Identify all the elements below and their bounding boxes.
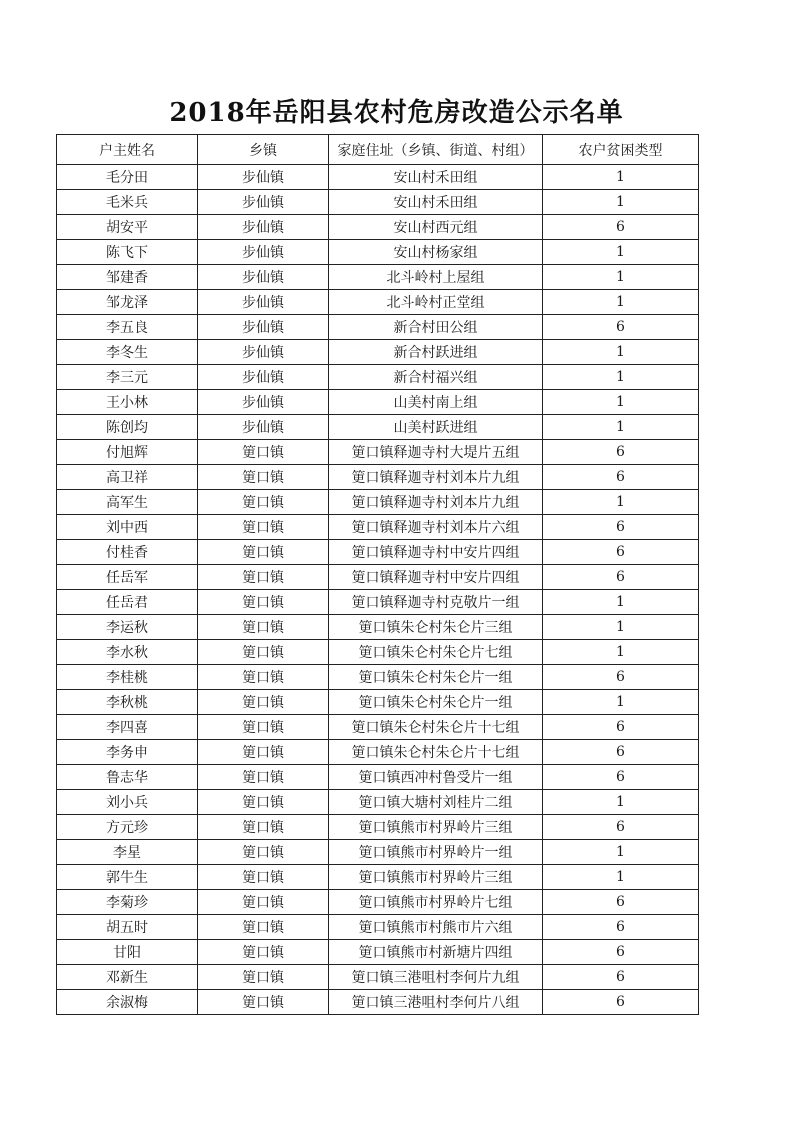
header-poverty-type: 农户贫困类型 — [543, 135, 699, 165]
cell-home-address: 筻口镇释迦寺村刘本片六组 — [329, 515, 543, 540]
cell-township: 筻口镇 — [198, 940, 329, 965]
cell-township: 步仙镇 — [198, 390, 329, 415]
table-row — [57, 865, 699, 890]
cell-poverty-type: 6 — [543, 215, 699, 240]
cell-householder-name: 任岳君 — [57, 590, 198, 615]
cell-home-address: 筻口镇熊市村界岭片三组 — [329, 865, 543, 890]
table-row — [57, 915, 699, 940]
cell-township: 步仙镇 — [198, 240, 329, 265]
cell-poverty-type: 6 — [543, 890, 699, 915]
table-row — [57, 215, 699, 240]
cell-home-address: 筻口镇朱仑村朱仑片七组 — [329, 640, 543, 665]
cell-township: 筻口镇 — [198, 665, 329, 690]
table-row — [57, 640, 699, 665]
table-row — [57, 540, 699, 565]
cell-township: 筻口镇 — [198, 465, 329, 490]
cell-householder-name: 郭牛生 — [57, 865, 198, 890]
cell-householder-name: 邓新生 — [57, 965, 198, 990]
cell-householder-name: 李务申 — [57, 740, 198, 765]
cell-township: 筻口镇 — [198, 840, 329, 865]
table-row — [57, 315, 699, 340]
cell-householder-name: 李桂桃 — [57, 665, 198, 690]
cell-householder-name: 毛分田 — [57, 165, 198, 190]
cell-poverty-type: 1 — [543, 415, 699, 440]
cell-householder-name: 李菊珍 — [57, 890, 198, 915]
cell-poverty-type: 1 — [543, 590, 699, 615]
cell-poverty-type: 1 — [543, 690, 699, 715]
table-row — [57, 265, 699, 290]
cell-householder-name: 刘小兵 — [57, 790, 198, 815]
table-row — [57, 890, 699, 915]
cell-householder-name: 胡安平 — [57, 215, 198, 240]
cell-householder-name: 方元珍 — [57, 815, 198, 840]
cell-township: 筻口镇 — [198, 965, 329, 990]
header-householder-name: 户主姓名 — [57, 135, 198, 165]
table-row — [57, 965, 699, 990]
table-row — [57, 390, 699, 415]
cell-home-address: 北斗岭村上屋组 — [329, 265, 543, 290]
cell-householder-name: 毛米兵 — [57, 190, 198, 215]
cell-poverty-type: 1 — [543, 615, 699, 640]
cell-township: 筻口镇 — [198, 490, 329, 515]
cell-home-address: 筻口镇大塘村刘桂片二组 — [329, 790, 543, 815]
cell-home-address: 安山村禾田组 — [329, 165, 543, 190]
table-row — [57, 190, 699, 215]
cell-poverty-type: 6 — [543, 740, 699, 765]
cell-township: 筻口镇 — [198, 640, 329, 665]
cell-poverty-type: 6 — [543, 990, 699, 1015]
cell-township: 步仙镇 — [198, 315, 329, 340]
cell-householder-name: 甘阳 — [57, 940, 198, 965]
cell-township: 筻口镇 — [198, 765, 329, 790]
cell-householder-name: 余淑梅 — [57, 990, 198, 1015]
cell-township: 步仙镇 — [198, 265, 329, 290]
cell-householder-name: 李秋桃 — [57, 690, 198, 715]
cell-township: 筻口镇 — [198, 815, 329, 840]
cell-township: 筻口镇 — [198, 615, 329, 640]
header-home-address: 家庭住址（乡镇、街道、村组） — [329, 135, 543, 165]
table-body — [57, 165, 699, 1015]
cell-householder-name: 付桂香 — [57, 540, 198, 565]
table-row — [57, 715, 699, 740]
cell-township: 步仙镇 — [198, 290, 329, 315]
cell-poverty-type: 6 — [543, 540, 699, 565]
cell-householder-name: 刘中西 — [57, 515, 198, 540]
cell-poverty-type: 1 — [543, 865, 699, 890]
cell-township: 筻口镇 — [198, 865, 329, 890]
cell-poverty-type: 1 — [543, 640, 699, 665]
cell-township: 筻口镇 — [198, 590, 329, 615]
cell-householder-name: 李五良 — [57, 315, 198, 340]
table-row — [57, 940, 699, 965]
page-title: 2018年岳阳县农村危房改造公示名单 — [169, 98, 624, 128]
cell-home-address: 山美村南上组 — [329, 390, 543, 415]
cell-township: 筻口镇 — [198, 440, 329, 465]
cell-township: 筻口镇 — [198, 515, 329, 540]
cell-householder-name: 付旭辉 — [57, 440, 198, 465]
table-row — [57, 365, 699, 390]
cell-householder-name: 李三元 — [57, 365, 198, 390]
table-row — [57, 240, 699, 265]
table-row — [57, 990, 699, 1015]
cell-township: 筻口镇 — [198, 890, 329, 915]
cell-home-address: 新合村田公组 — [329, 315, 543, 340]
cell-home-address: 筻口镇熊市村界岭片一组 — [329, 840, 543, 865]
cell-township: 筻口镇 — [198, 790, 329, 815]
cell-township: 步仙镇 — [198, 415, 329, 440]
cell-householder-name: 李运秋 — [57, 615, 198, 640]
cell-home-address: 安山村禾田组 — [329, 190, 543, 215]
table-row — [57, 790, 699, 815]
cell-home-address: 筻口镇朱仑村朱仑片一组 — [329, 665, 543, 690]
cell-householder-name: 李水秋 — [57, 640, 198, 665]
cell-poverty-type: 6 — [543, 465, 699, 490]
cell-home-address: 筻口镇熊市村界岭片七组 — [329, 890, 543, 915]
cell-township: 步仙镇 — [198, 190, 329, 215]
cell-poverty-type: 1 — [543, 165, 699, 190]
cell-poverty-type: 6 — [543, 315, 699, 340]
cell-poverty-type: 1 — [543, 265, 699, 290]
cell-poverty-type: 1 — [543, 190, 699, 215]
cell-poverty-type: 6 — [543, 965, 699, 990]
cell-householder-name: 高军生 — [57, 490, 198, 515]
cell-home-address: 筻口镇三港咀村李何片八组 — [329, 990, 543, 1015]
cell-householder-name: 胡五时 — [57, 915, 198, 940]
housing-renovation-table — [56, 134, 699, 1015]
table-row — [57, 590, 699, 615]
cell-householder-name: 李四喜 — [57, 715, 198, 740]
cell-home-address: 新合村福兴组 — [329, 365, 543, 390]
table-row — [57, 690, 699, 715]
cell-township: 筻口镇 — [198, 915, 329, 940]
table-row — [57, 340, 699, 365]
cell-householder-name: 邹建香 — [57, 265, 198, 290]
table-row — [57, 840, 699, 865]
cell-home-address: 北斗岭村正堂组 — [329, 290, 543, 315]
cell-poverty-type: 6 — [543, 440, 699, 465]
cell-poverty-type: 1 — [543, 290, 699, 315]
cell-poverty-type: 1 — [543, 365, 699, 390]
cell-householder-name: 鲁志华 — [57, 765, 198, 790]
cell-township: 筻口镇 — [198, 565, 329, 590]
table-row — [57, 490, 699, 515]
cell-poverty-type: 6 — [543, 915, 699, 940]
cell-home-address: 筻口镇释迦寺村克敬片一组 — [329, 590, 543, 615]
cell-home-address: 安山村杨家组 — [329, 240, 543, 265]
cell-township: 步仙镇 — [198, 365, 329, 390]
cell-poverty-type: 1 — [543, 390, 699, 415]
cell-poverty-type: 1 — [543, 840, 699, 865]
cell-poverty-type: 1 — [543, 340, 699, 365]
cell-township: 筻口镇 — [198, 715, 329, 740]
cell-township: 筻口镇 — [198, 740, 329, 765]
cell-poverty-type: 1 — [543, 490, 699, 515]
cell-township: 筻口镇 — [198, 690, 329, 715]
cell-poverty-type: 1 — [543, 790, 699, 815]
cell-poverty-type: 6 — [543, 715, 699, 740]
table-row — [57, 440, 699, 465]
cell-householder-name: 高卫祥 — [57, 465, 198, 490]
cell-township: 步仙镇 — [198, 165, 329, 190]
cell-home-address: 筻口镇西冲村鲁受片一组 — [329, 765, 543, 790]
cell-householder-name: 陈创均 — [57, 415, 198, 440]
table-row — [57, 815, 699, 840]
cell-poverty-type: 6 — [543, 515, 699, 540]
table-row — [57, 415, 699, 440]
cell-home-address: 安山村西元组 — [329, 215, 543, 240]
table-row — [57, 465, 699, 490]
cell-township: 筻口镇 — [198, 540, 329, 565]
table-row — [57, 615, 699, 640]
table-row — [57, 515, 699, 540]
table-row — [57, 165, 699, 190]
table-row — [57, 565, 699, 590]
cell-householder-name: 李冬生 — [57, 340, 198, 365]
cell-home-address: 新合村跃进组 — [329, 340, 543, 365]
table-row — [57, 665, 699, 690]
cell-home-address: 筻口镇三港咀村李何片九组 — [329, 965, 543, 990]
cell-home-address: 筻口镇释迦寺村刘本片九组 — [329, 465, 543, 490]
cell-township: 筻口镇 — [198, 990, 329, 1015]
cell-home-address: 筻口镇熊市村熊市片六组 — [329, 915, 543, 940]
cell-home-address: 筻口镇释迦寺村中安片四组 — [329, 540, 543, 565]
cell-householder-name: 李星 — [57, 840, 198, 865]
cell-home-address: 筻口镇朱仑村朱仑片三组 — [329, 615, 543, 640]
cell-home-address: 筻口镇释迦寺村大堤片五组 — [329, 440, 543, 465]
table-row — [57, 290, 699, 315]
cell-householder-name: 任岳军 — [57, 565, 198, 590]
cell-home-address: 筻口镇熊市村新塘片四组 — [329, 940, 543, 965]
cell-poverty-type: 1 — [543, 240, 699, 265]
cell-home-address: 筻口镇释迦寺村中安片四组 — [329, 565, 543, 590]
table-header-row — [57, 135, 699, 165]
cell-township: 步仙镇 — [198, 215, 329, 240]
cell-home-address: 筻口镇释迦寺村刘本片九组 — [329, 490, 543, 515]
cell-householder-name: 邹龙泽 — [57, 290, 198, 315]
cell-poverty-type: 6 — [543, 765, 699, 790]
header-township: 乡镇 — [198, 135, 329, 165]
table-row — [57, 765, 699, 790]
cell-home-address: 山美村跃进组 — [329, 415, 543, 440]
table-row — [57, 740, 699, 765]
cell-home-address: 筻口镇朱仑村朱仑片一组 — [329, 690, 543, 715]
cell-poverty-type: 6 — [543, 815, 699, 840]
cell-township: 步仙镇 — [198, 340, 329, 365]
cell-home-address: 筻口镇熊市村界岭片三组 — [329, 815, 543, 840]
cell-poverty-type: 6 — [543, 665, 699, 690]
cell-home-address: 筻口镇朱仑村朱仑片十七组 — [329, 740, 543, 765]
cell-home-address: 筻口镇朱仑村朱仑片十七组 — [329, 715, 543, 740]
cell-householder-name: 王小林 — [57, 390, 198, 415]
cell-poverty-type: 6 — [543, 940, 699, 965]
cell-householder-name: 陈飞下 — [57, 240, 198, 265]
cell-poverty-type: 6 — [543, 565, 699, 590]
